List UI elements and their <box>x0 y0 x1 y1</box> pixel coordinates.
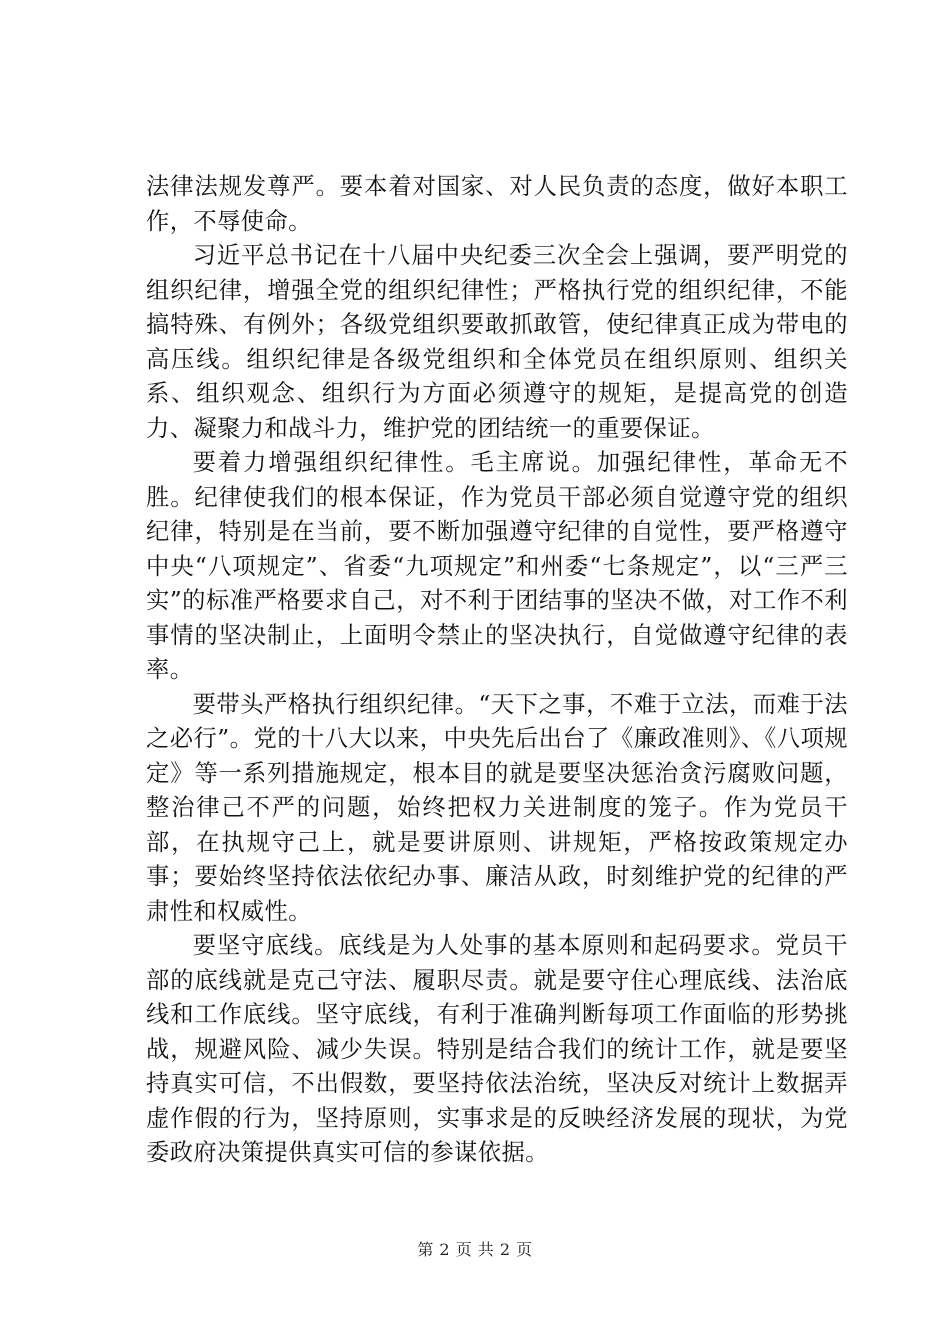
paragraph-4: 要带头严格执行组织纪律。“天下之事，不难于立法，而难于法之必行”。党的十八大以来，中央先后出台了《廉政准则》、《八项规定》等一系列措施规定，根本目的就是要坚决惩治贪污腐败问题，整治律己不严的问题，始终把权力关进制度的笼子。作为党员干部，在执规守己上，就是要讲原则、讲规矩，严格按政策规定办事；要始终坚持依法依纪办事、廉洁从政，时刻维护党的纪律的严肃性和权威性。 <box>146 690 848 925</box>
paragraph-1: 法律法规发尊严。要本着对国家、对人民负责的态度，做好本职工作，不辱使命。 <box>146 173 848 235</box>
paragraph-2: 习近平总书记在十八届中央纪委三次全会上强调，要严明党的组织纪律，增强全党的组织纪律性；严格执行党的组织纪律，不能搞特殊、有例外；各级党组织要敢抓敢管，使纪律真正成为带电的高压线。组织纪律是各级党组织和全体党员在组织原则、组织关系、组织观念、组织行为方面必须遵守的规矩，是提高党的创造力、凝聚力和战斗力，维护党的团结统一的重要保证。 <box>146 242 848 442</box>
page-number-footer: 第 2 页 共 2 页 <box>417 1240 533 1259</box>
document-body <box>146 170 848 1171</box>
paragraph-3: 要着力增强组织纪律性。毛主席说。加强纪律性，革命无不胜。纪律使我们的根本保证，作为党员干部必须自觉遵守党的组织纪律，特别是在当前，要不断加强遵守纪律的自觉性，要严格遵守中央“八项规定”、省委“九项规定”和州委“七条规定”，以“三严三实”的标准严格要求自己，对不利于团结事的坚决不做，对工作不利事情的坚决制止，上面明令禁止的坚决执行，自觉做遵守纪律的表率。 <box>146 449 848 683</box>
paragraph-5: 要坚守底线。底线是为人处事的基本原则和起码要求。党员干部的底线就是克己守法、履职尽责。就是要守住心理底线、法治底线和工作底线。坚守底线，有利于准确判断每项工作面临的形势挑战，规避风险、减少失误。特别是结合我们的统计工作，就是要坚持真实可信，不出假数，要坚持依法治统，坚决反对统计上数据弄虚作假的行为，坚持原则，实事求是的反映经济发展的现状，为党委政府决策提供真实可信的参谋依据。 <box>146 932 848 1166</box>
